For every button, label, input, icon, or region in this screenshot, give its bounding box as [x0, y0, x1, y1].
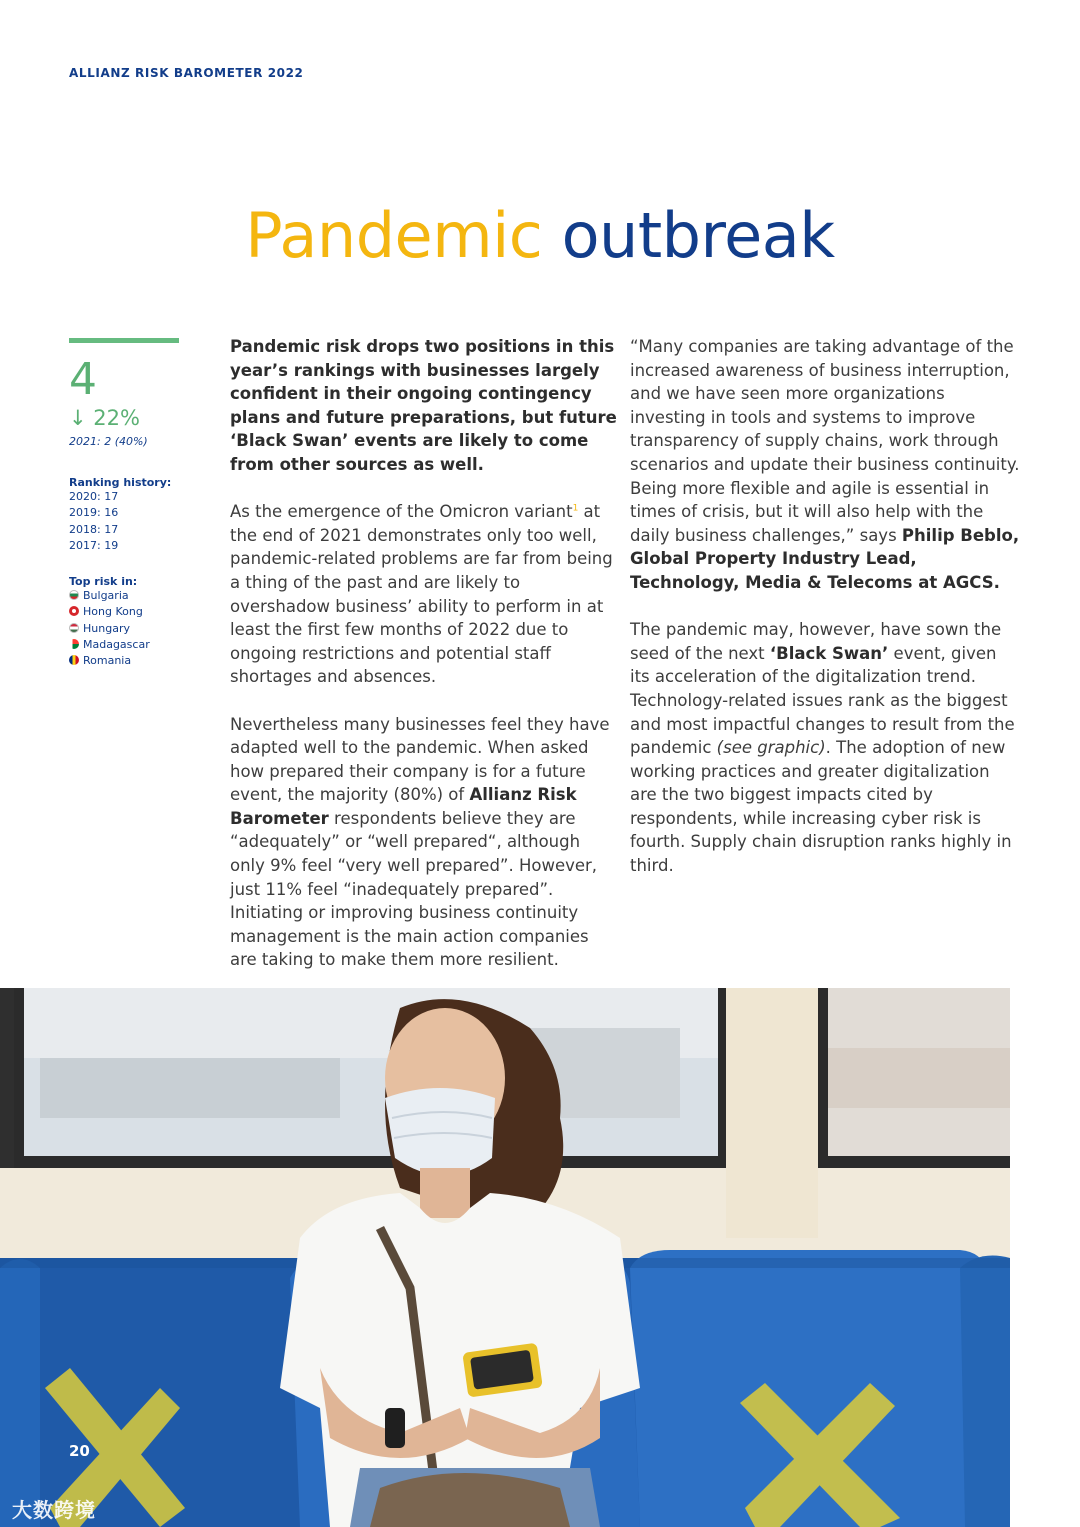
madagascar-flag-icon — [69, 639, 79, 649]
change-percent: 22% — [93, 406, 140, 430]
photo-masked-woman-on-train — [0, 988, 1010, 1527]
title-word-pandemic: Pandemic — [245, 199, 543, 272]
title-word-outbreak: outbreak — [561, 199, 835, 272]
paragraph-omicron: As the emergence of the Omicron variant$^1$ at the end of 2021 demonstrates only too well, pandemic-related problems are far from being a thing of the past and are likely to overshadow business’ ability to perform in at least the first few months of 2022 due to ongoing restrictions and potential staff shortages and absences. — [230, 502, 613, 687]
top-risk-item: Madagascar — [69, 637, 181, 653]
history-item: 2018: 17 — [69, 522, 119, 536]
ranking-history-heading: Ranking history: — [69, 476, 172, 489]
body-column-right — [630, 335, 1020, 901]
publication-header: ALLIANZ RISK BAROMETER 2022 — [69, 66, 304, 80]
quote-paragraph: “Many companies are taking advantage of the increased awareness of business interruption, and we have seen more organizations investing in tools and systems to improve transparency of supply chains, work through scenarios and update their business continuity. Being more flexible and agile is essential in times of crisis, but it will also help with the daily business challenges,” says Philip Beblo, Global Property Industry Lead, Technology, Media & Telecoms at AGCS. — [630, 337, 1020, 592]
arrow-down-icon: ↓ — [69, 406, 87, 430]
page-number: 20 — [69, 1442, 90, 1460]
quote-attribution: Philip Beblo, Global Property Industry Lead, Technology, Media & Telecoms at AGCS. — [630, 525, 1020, 592]
hong-kong-flag-icon — [69, 606, 79, 616]
rank-change — [69, 405, 181, 431]
hungary-flag-icon — [69, 623, 79, 633]
top-risk-heading: Top risk in: — [69, 575, 138, 589]
history-item: 2019: 16 — [69, 506, 119, 520]
lead-paragraph: Pandemic risk drops two positions in this year’s rankings with businesses largely confident in their ongoing contingency plans and future preparations, but future ‘Black Swan’ events are likely to come from other sources as well. — [230, 337, 617, 474]
history-item: 2017: 19 — [69, 538, 119, 552]
history-item: 2020: 17 — [69, 490, 119, 503]
previous-rank: 2021: 2 (40%) — [69, 435, 148, 448]
romania-flag-icon — [69, 655, 79, 665]
page-title — [0, 196, 1080, 276]
top-risk-item: Hong Kong — [69, 604, 181, 620]
risk-sidebar — [69, 338, 181, 670]
top-risk-item: Romania — [69, 653, 181, 669]
sidebar-divider — [69, 338, 179, 343]
top-risk-item: Hungary — [69, 621, 181, 637]
bulgaria-flag-icon — [69, 590, 79, 600]
body-column-left — [230, 335, 620, 996]
risk-rank: 4 — [69, 354, 97, 405]
watermark: 大数跨境 — [12, 1498, 96, 1522]
footnote-marker[interactable]: 1 — [572, 503, 579, 514]
top-risk-item: Bulgaria — [69, 588, 181, 604]
paragraph-preparedness: Nevertheless many businesses feel they have adapted well to the pandemic. When asked how prepared their company is for a future event, the majority (80%) of Allianz Risk Barometer respondents believe they are “adequately” or “well prepared“, although only 9% feel “very well prepared”. However, just 11% feel “inadequately prepared”. Initiating or improving business continuity management is the main action companies are taking to make them more resilient. — [230, 714, 610, 970]
paragraph-black-swan: The pandemic may, however, have sown the seed of the next ‘Black Swan’ event, given its acceleration of the digitalization trend. Technology-related issues rank as the biggest and most impactful changes to result from the pandemic (see graphic). The adoption of new working practices and greater digitalization are the two biggest impacts cited by respondents, while increasing cyber risk is fourth. Supply chain disruption ranks highly in third. — [630, 620, 1015, 876]
